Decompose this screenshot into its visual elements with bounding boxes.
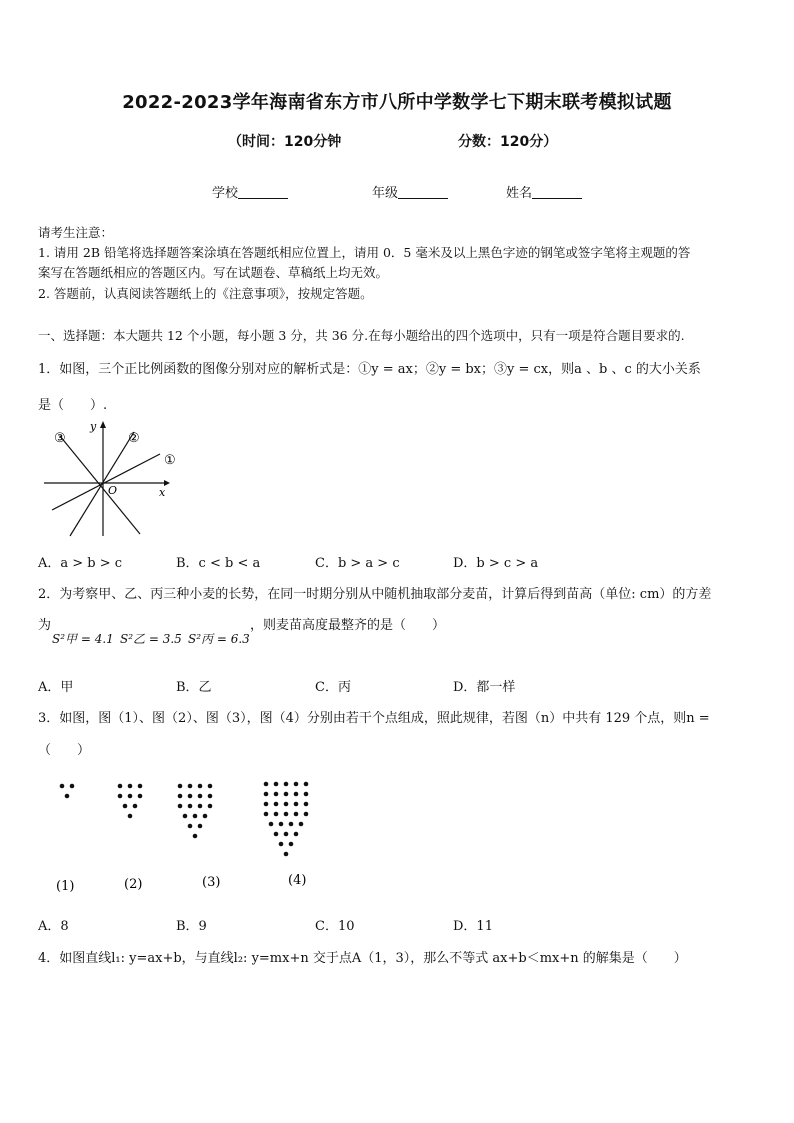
y-label: y bbox=[90, 420, 97, 433]
pattern-dot bbox=[294, 812, 299, 817]
x-label: x bbox=[159, 486, 166, 499]
pattern-dot bbox=[178, 804, 183, 809]
pattern-dot bbox=[264, 802, 269, 807]
pattern-dot bbox=[264, 792, 269, 797]
q2-option-c: C．丙 bbox=[315, 680, 351, 695]
page-title: 2022-2023学年海南省东方市八所中学数学七下期末联考模拟试题 bbox=[122, 92, 672, 113]
pattern-dot bbox=[208, 794, 213, 799]
pattern-dot bbox=[264, 812, 269, 817]
pattern-dot bbox=[289, 822, 294, 827]
variance-yi: S²乙 = 3.5 bbox=[120, 632, 182, 646]
pattern-dot bbox=[70, 784, 75, 789]
line-2 bbox=[70, 432, 134, 536]
exam-score: 分数：120分） bbox=[458, 134, 558, 150]
name-blank bbox=[532, 186, 582, 199]
pattern-dot bbox=[284, 812, 289, 817]
q1-option-b: B．c < b < a bbox=[176, 556, 261, 571]
pattern-dot bbox=[128, 784, 133, 789]
pattern-dot bbox=[279, 822, 284, 827]
q2-option-a: A．甲 bbox=[38, 680, 74, 695]
pattern-dot bbox=[289, 842, 294, 847]
pattern-dot bbox=[138, 794, 143, 799]
pattern-dot bbox=[284, 852, 289, 857]
notice-line-2: 案写在答题纸相应的答题区内。写在试题卷、草稿纸上均无效。 bbox=[38, 265, 389, 280]
grade-blank bbox=[398, 186, 448, 199]
pattern-dot bbox=[208, 784, 213, 789]
name-label: 姓名 bbox=[506, 186, 533, 201]
q2-stem-2b: ，则麦苗高度最整齐的是（ ） bbox=[250, 618, 446, 633]
q1-stem-2: 是（ ）. bbox=[38, 398, 108, 413]
name-field bbox=[506, 182, 582, 201]
pattern-dot bbox=[284, 792, 289, 797]
pattern-dot bbox=[304, 782, 309, 787]
label-3: ③ bbox=[54, 431, 66, 446]
pattern-dot bbox=[274, 792, 279, 797]
q3-option-d: D．11 bbox=[453, 919, 493, 934]
grade-label: 年级 bbox=[372, 186, 399, 201]
pattern-dot bbox=[294, 802, 299, 807]
q2-stem-1: 2．为考察甲、乙、丙三种小麦的长势，在同一时期分别从中随机抽取部分麦苗，计算后得到苗高（单位: cm）的方差 bbox=[38, 587, 712, 602]
figure-label-1: (1) bbox=[56, 879, 75, 894]
section-heading: 一、选择题：本大题共 12 个小题，每小题 3 分，共 36 分.在每小题给出的四个选项中，只有一项是符合题目要求的. bbox=[38, 328, 685, 343]
pattern-dot bbox=[188, 804, 193, 809]
pattern-dot bbox=[193, 834, 198, 839]
pattern-dot bbox=[198, 804, 203, 809]
pattern-dot bbox=[274, 802, 279, 807]
pattern-dot bbox=[304, 812, 309, 817]
pattern-dot bbox=[183, 814, 188, 819]
pattern-dot bbox=[208, 804, 213, 809]
q2-stem-2a: 为 bbox=[38, 618, 52, 633]
school-blank bbox=[238, 186, 288, 199]
label-1: ① bbox=[164, 453, 176, 468]
pattern-dot bbox=[133, 804, 138, 809]
line-3 bbox=[60, 436, 140, 534]
pattern-dot bbox=[274, 782, 279, 787]
pattern-dot bbox=[188, 824, 193, 829]
pattern-dot bbox=[198, 784, 203, 789]
pattern-dot bbox=[60, 784, 65, 789]
pattern-dot bbox=[294, 832, 299, 837]
dot-patterns bbox=[60, 782, 309, 857]
exam-time: （时间：120分钟 bbox=[228, 134, 342, 150]
q3-dot-figures bbox=[40, 770, 340, 898]
q2-option-d: D．都一样 bbox=[453, 680, 516, 695]
q3-stem-2: （ ） bbox=[38, 743, 91, 758]
q1-option-c: C．b > a > c bbox=[315, 556, 400, 571]
notice-line-1: 1. 请用 2B 铅笔将选择题答案涂填在答题纸相应位置上，请用 0．5 毫米及以上黑色字迹的钢笔或签字笔将主观题的答 bbox=[38, 245, 691, 260]
variance-jia: S²甲 = 4.1 bbox=[52, 632, 114, 646]
variance-bing: S²丙 = 6.3 bbox=[188, 632, 250, 646]
pattern-dot bbox=[274, 812, 279, 817]
pattern-dot bbox=[269, 822, 274, 827]
pattern-dot bbox=[123, 804, 128, 809]
q1-graph bbox=[40, 418, 180, 540]
pattern-dot bbox=[299, 822, 304, 827]
pattern-dot bbox=[264, 782, 269, 787]
pattern-dot bbox=[203, 814, 208, 819]
pattern-dot bbox=[118, 784, 123, 789]
pattern-dot bbox=[304, 802, 309, 807]
grade-field bbox=[372, 182, 448, 201]
figure-label-3: (3) bbox=[202, 875, 221, 890]
pattern-dot bbox=[279, 842, 284, 847]
q1-option-a: A．a > b > c bbox=[38, 556, 123, 571]
q2-option-b: B．乙 bbox=[176, 680, 212, 695]
q1-stem-1: 1．如图，三个正比例函数的图像分别对应的解析式是：①y = ax；②y = bx；③y = cx，则a 、b 、c 的大小关系 bbox=[38, 362, 701, 377]
figure-label-4: (4) bbox=[288, 873, 307, 888]
pattern-dot bbox=[118, 794, 123, 799]
origin-label: O bbox=[108, 484, 118, 497]
pattern-dot bbox=[178, 794, 183, 799]
figure-label-2: (2) bbox=[124, 877, 143, 892]
q1-option-d: D．b > c > a bbox=[453, 556, 539, 571]
line-1 bbox=[52, 454, 160, 510]
pattern-dot bbox=[188, 784, 193, 789]
pattern-dot bbox=[188, 794, 193, 799]
pattern-dot bbox=[193, 814, 198, 819]
pattern-dot bbox=[65, 794, 70, 799]
q3-option-c: C．10 bbox=[315, 919, 355, 934]
pattern-dot bbox=[294, 792, 299, 797]
pattern-dot bbox=[128, 794, 133, 799]
pattern-dot bbox=[138, 784, 143, 789]
q4-stem-1: 4．如图直线l₁: y=ax+b，与直线l₂: y=mx+n 交于点A（1，3），那么不等式 ax+b＜mx+n 的解集是（ ） bbox=[38, 951, 687, 966]
pattern-dot bbox=[128, 814, 133, 819]
label-2: ② bbox=[128, 431, 140, 446]
pattern-dot bbox=[178, 784, 183, 789]
pattern-dot bbox=[198, 794, 203, 799]
notice-heading: 请考生注意： bbox=[38, 225, 114, 240]
pattern-dot bbox=[284, 782, 289, 787]
pattern-dot bbox=[284, 802, 289, 807]
pattern-dot bbox=[304, 792, 309, 797]
school-label: 学校 bbox=[212, 186, 239, 201]
q3-option-b: B．9 bbox=[176, 919, 207, 934]
pattern-dot bbox=[274, 832, 279, 837]
pattern-dot bbox=[294, 782, 299, 787]
q3-stem-1: 3．如图，图（1）、图（2）、图（3），图（4）分别由若干个点组成，照此规律，若图（n）中共有 129 个点，则n = bbox=[38, 711, 710, 726]
pattern-dot bbox=[198, 824, 203, 829]
notice-line-3: 2. 答题前，认真阅读答题纸上的《注意事项》，按规定答题。 bbox=[38, 286, 373, 301]
q3-option-a: A．8 bbox=[38, 919, 69, 934]
y-axis-arrow-icon bbox=[100, 421, 106, 428]
pattern-dot bbox=[284, 832, 289, 837]
school-field bbox=[212, 182, 288, 201]
